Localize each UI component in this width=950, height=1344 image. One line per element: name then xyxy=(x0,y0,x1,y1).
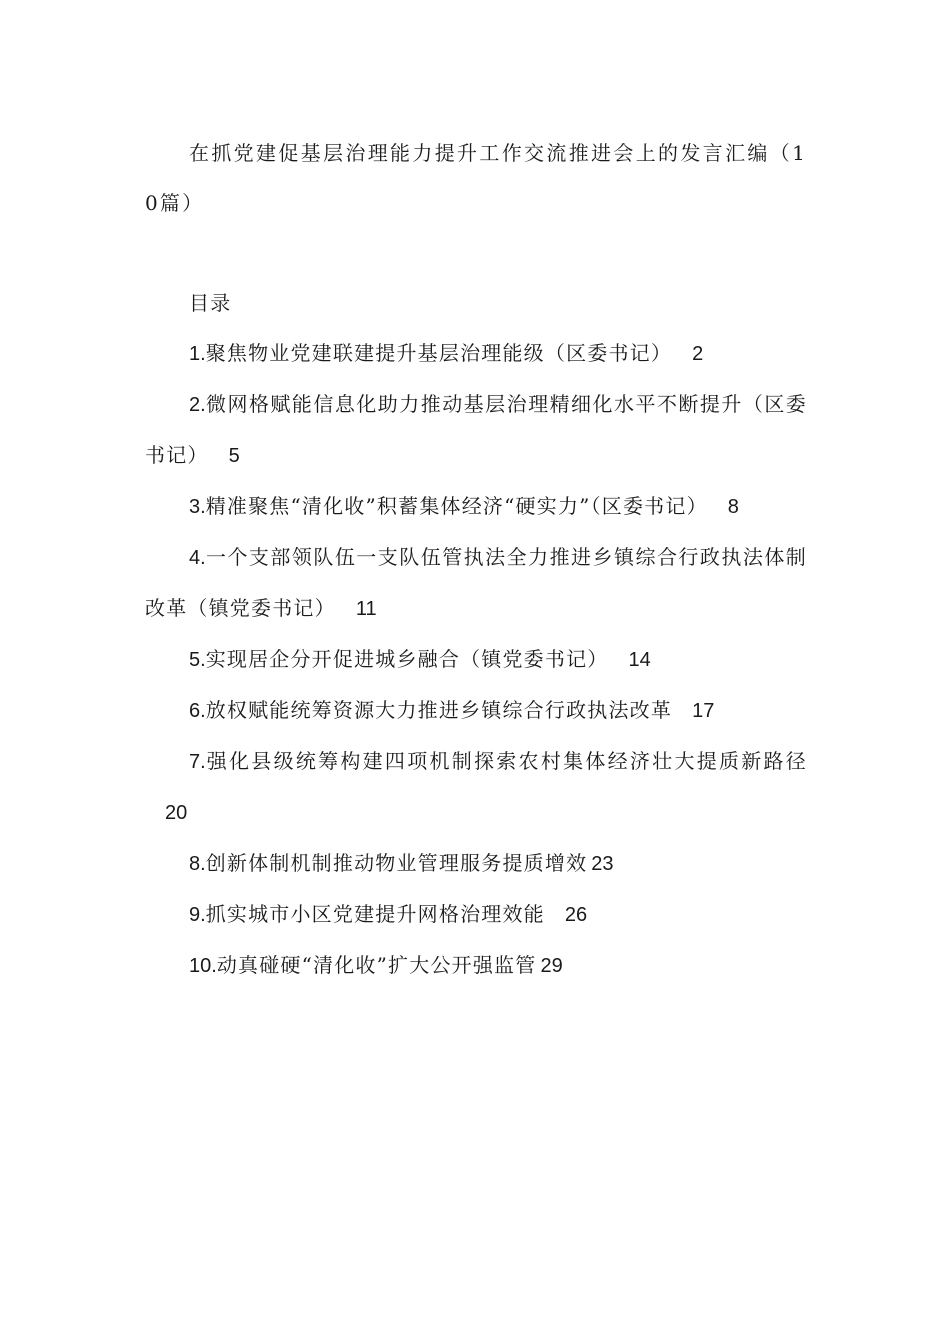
toc-entry[interactable] xyxy=(145,532,807,634)
toc-entry[interactable] xyxy=(145,736,807,838)
toc-entry-text: 动真碰硬“清化收”扩大公开强监管 xyxy=(216,953,537,977)
toc-entry-number: 8. xyxy=(189,853,206,875)
toc-entry-page: 8 xyxy=(727,496,739,518)
toc-entry-text: 放权赋能统筹资源大力推进乡镇综合行政执法改革 xyxy=(205,698,673,722)
toc-entry[interactable] xyxy=(145,838,807,889)
toc-entry[interactable] xyxy=(145,328,807,379)
toc-entry-number: 9. xyxy=(189,904,206,926)
toc-entry[interactable] xyxy=(145,940,807,991)
toc-entry-text: 实现居企分开促进城乡融合（镇党委书记） xyxy=(205,647,609,671)
toc-entry[interactable] xyxy=(145,481,807,532)
document-title: 在抓党建促基层治理能力提升工作交流推进会上的发言汇编（10篇） xyxy=(145,141,807,215)
toc-entry-text: 一个支部领队伍一支队伍管执法全力推进乡镇综合行政执法体制改革（镇党委书记） xyxy=(145,545,807,620)
toc-entry-number: 10. xyxy=(189,955,217,977)
toc-entry[interactable] xyxy=(145,889,807,940)
toc-entry-page: 11 xyxy=(355,598,377,620)
toc-entry-text: 聚焦物业党建联建提升基层治理能级（区委书记） xyxy=(205,341,673,365)
toc-entry-page: 23 xyxy=(591,853,614,875)
toc-entry-text: 强化县级统筹构建四项机制探索农村集体经济壮大提质新路径 xyxy=(205,749,807,773)
toc-entry-text: 微网格赋能信息化助力推动基层治理精细化水平不断提升（区委书记） xyxy=(145,392,807,467)
toc-entry-number: 7. xyxy=(189,751,206,773)
toc-entry[interactable] xyxy=(145,634,807,685)
toc-entry-page: 17 xyxy=(692,700,715,722)
toc-entry[interactable] xyxy=(145,379,807,481)
toc-entry-text: 创新体制机制推动物业管理服务提质增效 xyxy=(205,851,588,875)
toc-entry-page: 26 xyxy=(564,904,588,926)
toc-entry[interactable] xyxy=(145,685,807,736)
toc-entry-number: 3. xyxy=(189,496,206,518)
toc-entry-page: 5 xyxy=(228,445,240,467)
toc-entry-text: 精准聚焦“清化收”积蓄集体经济“硬实力”（区委书记） xyxy=(205,494,708,518)
toc-entry-number: 6. xyxy=(189,700,206,722)
toc-entry-number: 4. xyxy=(189,547,206,569)
toc-entry-number: 1. xyxy=(189,343,206,365)
toc-entry-page: 2 xyxy=(692,343,704,365)
toc-entry-page: 29 xyxy=(540,955,563,977)
toc-entry-page: 20 xyxy=(165,802,188,824)
toc-entry-page: 14 xyxy=(628,649,651,671)
document-body xyxy=(145,128,807,991)
toc-entry-number: 2. xyxy=(189,394,206,416)
blank-line xyxy=(145,228,807,278)
toc-heading: 目录 xyxy=(189,291,232,315)
toc-entry-number: 5. xyxy=(189,649,206,671)
toc-entry-text: 抓实城市小区党建提升网格治理效能 xyxy=(205,902,545,926)
